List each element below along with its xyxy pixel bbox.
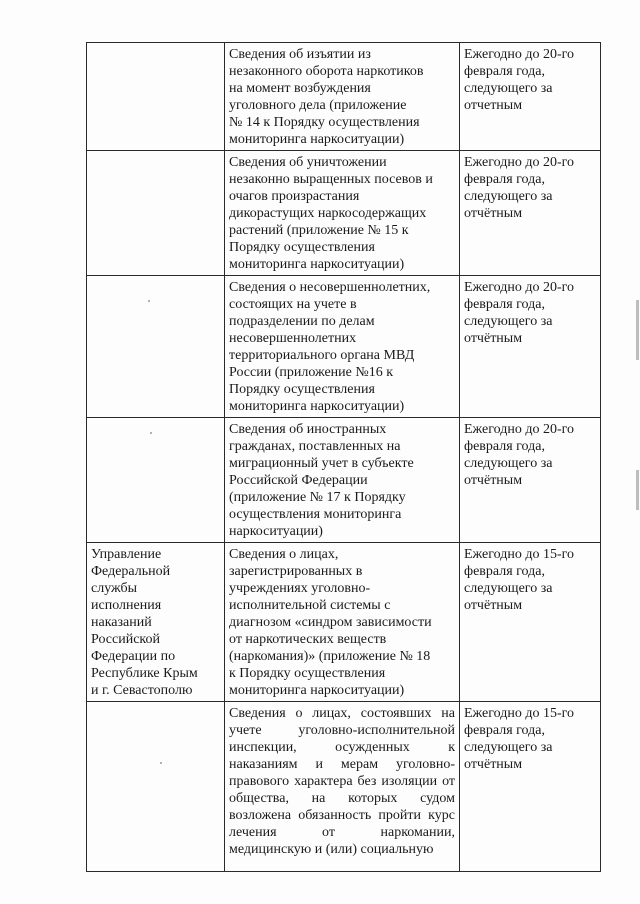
info-line: уголовного дела (приложение — [229, 98, 407, 113]
deadline-line: февраля года, — [464, 439, 545, 454]
scan-speck — [160, 762, 162, 764]
info-line: незаконно выращенных посевов и — [229, 172, 433, 187]
table-row — [87, 276, 601, 418]
deadline-line: Ежегодно до 20-го — [464, 280, 575, 295]
info-line: Сведения об иностранных — [229, 422, 387, 437]
info-cell — [225, 702, 460, 872]
info-paragraph: Сведения о лицах, состоявших на учете уголовно-исполнительной инспекции, осужденных к наказаниям и мерам уголовно-правового характера без изоляции от общества, на которых судом возложена обязанность пройти курс лечения от наркомании, медицинскую и (или) социальную — [229, 706, 455, 857]
agency-line: службы — [91, 581, 138, 596]
deadline-line: отчётным — [464, 598, 523, 613]
info-line: на момент возбуждения — [229, 81, 371, 96]
info-line: Сведения об уничтожении — [229, 155, 387, 170]
deadline-cell — [460, 702, 601, 872]
info-line: растений (приложение № 15 к — [229, 223, 409, 238]
deadline-line: Ежегодно до 20-го — [464, 422, 575, 437]
scan-speck — [148, 300, 150, 302]
info-line: зарегистрированных в — [229, 564, 363, 579]
info-line: состоящих на учете в — [229, 297, 357, 312]
deadline-cell — [460, 543, 601, 702]
info-line: мониторинга наркоситуации) — [229, 257, 405, 272]
info-line: наркоситуации) — [229, 524, 323, 539]
agency-line: Управление — [91, 547, 162, 562]
agency-line: и г. Севастополю — [91, 683, 193, 698]
info-cell — [225, 43, 460, 151]
deadline-cell — [460, 418, 601, 543]
agency-cell — [87, 702, 225, 872]
info-line: диагнозом «синдром зависимости — [229, 615, 432, 630]
scan-edge-mark — [636, 300, 639, 360]
info-line: Сведения об изъятии из — [229, 47, 371, 62]
deadline-cell — [460, 276, 601, 418]
table-row — [87, 151, 601, 276]
info-line: несовершеннолетних — [229, 331, 357, 346]
deadline-line: февраля года, — [464, 564, 545, 579]
info-cell — [225, 151, 460, 276]
agency-line: Российской — [91, 632, 160, 647]
agency-cell — [87, 43, 225, 151]
info-line: миграционный учет в субъекте — [229, 456, 414, 471]
agency-line: наказаний — [91, 615, 152, 630]
agency-cell — [87, 151, 225, 276]
info-line: Сведения о несовершеннолетних, — [229, 280, 431, 295]
deadline-line: отчётным — [464, 331, 523, 346]
info-line: дикорастущих наркосодержащих — [229, 206, 427, 221]
info-line: территориального органа МВД — [229, 348, 415, 363]
info-cell — [225, 543, 460, 702]
table-row — [87, 702, 601, 872]
monitoring-table — [86, 42, 601, 872]
table-row — [87, 418, 601, 543]
deadline-line: Ежегодно до 20-го — [464, 155, 575, 170]
deadline-line: следующего за — [464, 314, 553, 329]
info-line: Порядку осуществления — [229, 240, 375, 255]
info-line: подразделении по делам — [229, 314, 375, 329]
deadline-line: следующего за — [464, 81, 553, 96]
deadline-line: Ежегодно до 15-го — [464, 547, 575, 562]
deadline-line: февраля года, — [464, 172, 545, 187]
info-line: мониторинга наркоситуации) — [229, 132, 405, 147]
deadline-line: отчётным — [464, 206, 523, 221]
info-line: гражданах, поставленных на — [229, 439, 401, 454]
info-line: (наркомания)» (приложение № 18 — [229, 649, 431, 664]
agency-cell — [87, 543, 225, 702]
info-line: к Порядку осуществления — [229, 666, 386, 681]
deadline-line: отчётным — [464, 757, 523, 772]
table-row — [87, 543, 601, 702]
deadline-line: Ежегодно до 15-го — [464, 706, 575, 721]
agency-cell — [87, 276, 225, 418]
info-line: очагов произрастания — [229, 189, 360, 204]
info-cell — [225, 418, 460, 543]
deadline-line: следующего за — [464, 581, 553, 596]
agency-cell — [87, 418, 225, 543]
info-line: учреждениях уголовно- — [229, 581, 371, 596]
info-cell — [225, 276, 460, 418]
deadline-line: следующего за — [464, 740, 553, 755]
info-line: осуществления мониторинга — [229, 507, 402, 522]
info-line: Порядку осуществления — [229, 382, 375, 397]
info-line: мониторинга наркоситуации) — [229, 399, 405, 414]
info-line: Сведения о лицах, — [229, 547, 339, 562]
deadline-line: отчетным — [464, 98, 523, 113]
deadline-cell — [460, 151, 601, 276]
deadline-line: февраля года, — [464, 297, 545, 312]
deadline-line: следующего за — [464, 189, 553, 204]
deadline-line: февраля года, — [464, 64, 545, 79]
scan-edge-mark — [636, 470, 639, 510]
info-line: (приложение № 17 к Порядку — [229, 490, 406, 505]
info-line: Российской Федерации — [229, 473, 368, 488]
info-line: мониторинга наркоситуации) — [229, 683, 405, 698]
agency-line: Республике Крым — [91, 666, 198, 681]
info-line: незаконного оборота наркотиков — [229, 64, 424, 79]
deadline-line: февраля года, — [464, 723, 545, 738]
deadline-line: отчётным — [464, 473, 523, 488]
agency-line: Федеральной — [91, 564, 171, 579]
deadline-cell — [460, 43, 601, 151]
info-line: России (приложение №16 к — [229, 365, 394, 380]
info-line: исполнительной системы с — [229, 598, 391, 613]
deadline-line: следующего за — [464, 456, 553, 471]
agency-line: исполнения — [91, 598, 162, 613]
table-row — [87, 43, 601, 151]
scan-speck — [150, 432, 152, 434]
info-line: от наркотических веществ — [229, 632, 387, 647]
agency-line: Федерации по — [91, 649, 176, 664]
info-line: № 14 к Порядку осуществления — [229, 115, 420, 130]
deadline-line: Ежегодно до 20-го — [464, 47, 575, 62]
